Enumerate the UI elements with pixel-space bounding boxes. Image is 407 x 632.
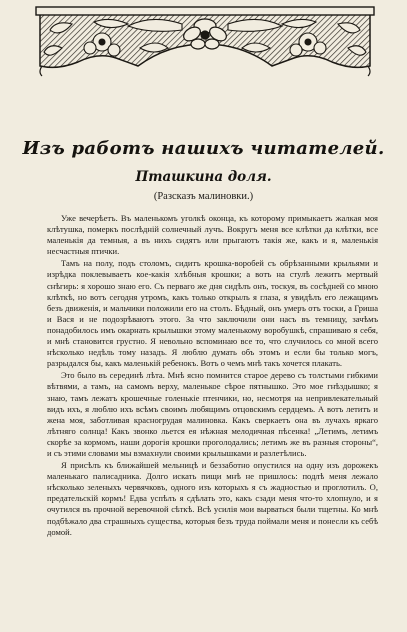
section-heading: Изъ работъ нашихъ читателей. xyxy=(22,138,385,159)
paragraph: Я присѣлъ къ ближайшей мельницѣ и беззаботно опустился на одну изъ дорожекъ маленькаго палисадника. Долго искать пищи мнѣ не пришлось: подлѣ меня лежало нѣсколько зеленыхъ червячковъ, одного изъ которыхъ я съ жадностью и проглотилъ. О, предательскій кормъ! Едва успѣлъ я сдѣлать это, какъ сзади меня что-то хлопнуло, и я очутился въ прочной веревочной сѣткѣ. Всѣ усилія мои вырваться были тщетны. Ко мнѣ подбѣжало два страшныхъ существа, которыя безъ труда поймали меня и понесли къ себѣ домой. xyxy=(47,460,378,537)
floral-ornament-headpiece xyxy=(32,4,378,80)
paragraph: Уже вечерѣетъ. Въ маленькомъ уголкѣ оконца, къ которому примыкаетъ жалкая моя клѣтушка, померкъ послѣдній солнечный лучъ. Вокругъ меня все клѣтки да клѣтки, все маленькія да темныя, а въ нихъ сидятъ или прыгаютъ такія же, какъ и я, маленькія несчастныя птички. xyxy=(47,213,378,257)
article-body xyxy=(47,213,378,539)
paragraph: Тамъ на полу, подъ столомъ, сидитъ крошка-воробей съ обрѣзанными крыльями и изрѣдка поклевываетъ кое-какія хлѣбныя крошки; а вотъ на стулѣ лежитъ мертвый снѣгирь: я хорошо знаю его. Съ перваго же дня сидѣлъ онъ, тоскуя, въ сосѣдней со мною клѣткѣ, но вотъ сегодня утромъ, какъ только открылъ я глаза, я увидѣлъ его лежащимъ безъ движенія, и мальчики положили его на столъ. Бѣдный, онъ умеръ отъ тоски, а Гриша и Вася и не подозрѣваютъ этого. За что заключили они насъ въ темницу, зачѣмъ понадобилось имъ окарнать крылышки этому маленькому воробушкѣ, спрашиваю я себя, и мнѣ становится грустно. Я невольно вспоминаю все то, что случилось со мной всего нѣсколько недѣль тому назадъ. Я люблю думать объ этомъ и если бы только могъ, разрыдался бы, какъ маленькій ребенокъ. Вотъ о чемъ мнѣ такъ хочется плакать. xyxy=(47,258,378,369)
story-title: Пташкина доля. xyxy=(135,169,272,185)
paragraph: Это было въ серединѣ лѣта. Мнѣ ясно помнится старое дерево съ толстыми гибкими вѣтвями, а тамъ, на самомъ верху, маленькое сѣрое пятнышко. Это мое гнѣздышко; я знаю, тамъ лежатъ крошечные голенькіе птенчики, но, несмотря на непривлекательный видъ ихъ, я люблю ихъ всѣмъ своимъ любящимъ отцовскимъ сердцемъ. А вотъ летитъ и жена моя, заботливая красногрудая малиновка. Какъ сверкаетъ она въ лучахъ яркаго лѣтняго солнца! Какъ звонко льется ея нѣжная мелодичная пѣсенка! „Летимъ, летимъ скорѣе за кормомъ, наши дорогія крошки проголодались; летимъ же въ разныя стороны“, и съ этими словами мы взмахнули своими крылышками и разлетѣлись. xyxy=(47,370,378,458)
story-subtitle: (Разсказъ малиновки.) xyxy=(153,191,254,202)
